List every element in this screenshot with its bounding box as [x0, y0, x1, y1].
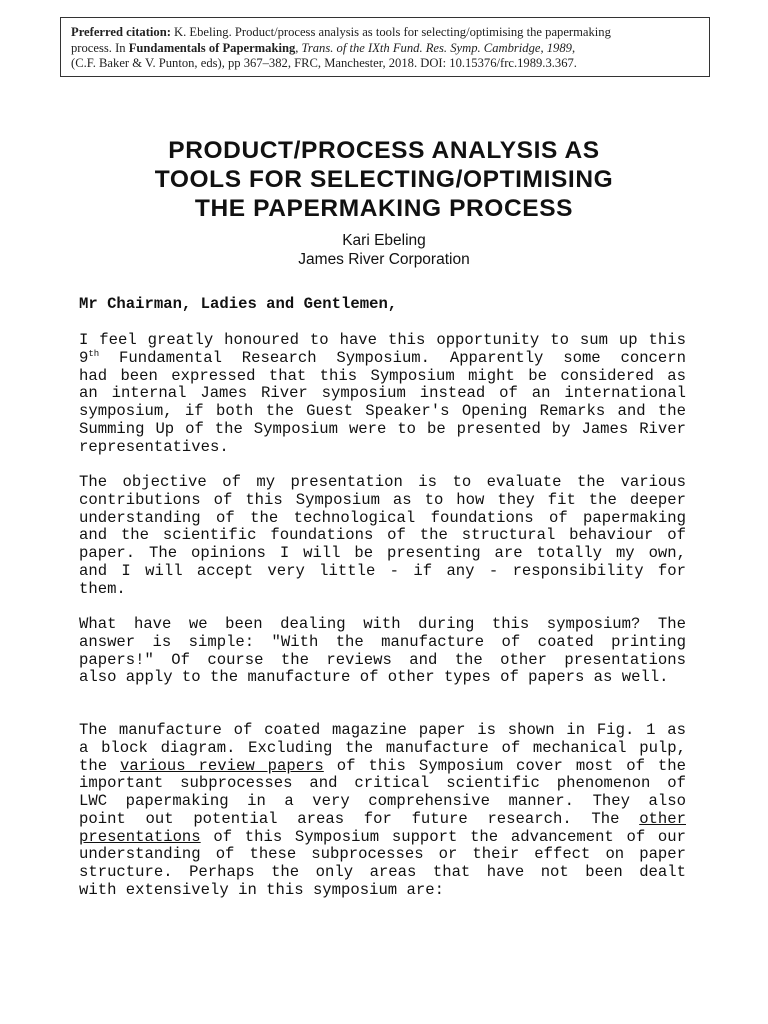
paragraph-3 [79, 616, 686, 687]
citation-text: , [571, 40, 576, 55]
text-line: What have we been dealing with during this symposium? The [79, 615, 686, 633]
text-line: had been expressed that this Symposium might be considered as [79, 366, 686, 385]
title-line: TOOLS FOR SELECTING/OPTIMISING [154, 166, 614, 193]
author-name: Kari Ebeling [342, 232, 426, 249]
text-line [79, 811, 686, 829]
paragraph-4 [79, 722, 686, 900]
text-line: contributions of this Symposium as to how they fit the deeper [79, 490, 686, 509]
text-line: them. [79, 579, 126, 598]
citation-line [71, 41, 699, 57]
text-line: understanding of the technological foundations of papermaking [79, 508, 686, 527]
text-line: understanding of these subprocesses or their effect on paper [79, 845, 686, 864]
book-title: Fundamentals of Papermaking [128, 40, 296, 55]
citation-line [71, 56, 699, 72]
author-affiliation: James River Corporation [298, 250, 470, 268]
text-line: Summing Up of the Symposium were to be presented by James River [79, 419, 686, 438]
symposium-name: Trans. of the IXth Fund. Res. Symp. Cambridge, 1989 [301, 40, 572, 55]
text-line: also apply to the manufacture of other types of papers as well. [79, 668, 669, 687]
text: point out potential areas for future research. The [79, 809, 640, 828]
text-line: and I will accept very little - if any - responsibility for [79, 561, 686, 580]
citation-box [60, 17, 710, 77]
citation-text: , [295, 40, 302, 55]
text: Fundamental Research Symposium. Apparently some concern [99, 348, 686, 367]
text-line: symposium, if both the Guest Speaker's Opening Remarks and the [79, 402, 686, 420]
text-line [79, 758, 686, 776]
citation-text: process. In [71, 40, 129, 55]
text-line: structure. Perhaps the only areas that have not been dealt [79, 863, 686, 881]
paragraph-1 [79, 332, 686, 456]
author-block [0, 232, 768, 269]
underlined-text: various review papers [120, 756, 324, 775]
text-line: LWC papermaking in a very comprehensive manner. They also [79, 792, 686, 810]
text-line: representatives. [79, 437, 229, 456]
text: the [79, 756, 121, 775]
salutation [79, 296, 686, 314]
citation-text: K. Ebeling. Product/process analysis as tools for selecting/optimising the papermaking [170, 25, 611, 39]
paragraph-2 [79, 474, 686, 598]
text-line: and the scientific foundations of the structural behaviour of [79, 526, 686, 545]
text-line [79, 829, 686, 847]
text: 9 [79, 348, 89, 367]
text-line: with extensively in this symposium are: [79, 880, 444, 899]
text-line: The manufacture of coated magazine paper is shown in Fig. 1 as [79, 721, 686, 739]
citation-text: (C.F. Baker & V. Punton, eds), pp 367–382, FRC, Manchester, 2018. DOI: 10.15376/frc.1989.3.367. [71, 56, 577, 70]
text: of this Symposium cover most of the [323, 756, 686, 775]
text-line: answer is simple: "With the manufacture of coated printing [79, 632, 686, 651]
text-line: paper. The opinions I will be presenting are totally my own, [79, 544, 686, 562]
paper-title [0, 136, 768, 223]
text-line [79, 350, 686, 368]
text-line: important subprocesses and critical scientific phenomenon of [79, 774, 686, 793]
underlined-text: presentations [79, 827, 201, 846]
text-line: a block diagram. Excluding the manufacture of mechanical pulp, [79, 738, 686, 757]
superscript: th [88, 348, 100, 359]
text: of this Symposium support the advancement of our [200, 827, 686, 846]
title-line: THE PAPERMAKING PROCESS [194, 195, 574, 222]
text-line: The objective of my presentation is to evaluate the various [79, 473, 686, 491]
citation-line [71, 25, 699, 41]
text-line: papers!" Of course the reviews and the other presentations [79, 650, 686, 669]
text-line: an internal James River symposium instead of an international [79, 384, 686, 403]
underlined-text: other [639, 809, 686, 828]
text-line: I feel greatly honoured to have this opportunity to sum up this [79, 331, 686, 349]
citation-label: Preferred citation: [71, 25, 171, 39]
title-line: PRODUCT/PROCESS ANALYSIS AS [168, 137, 600, 164]
salutation-heading: Mr Chairman, Ladies and Gentlemen, [79, 295, 398, 313]
